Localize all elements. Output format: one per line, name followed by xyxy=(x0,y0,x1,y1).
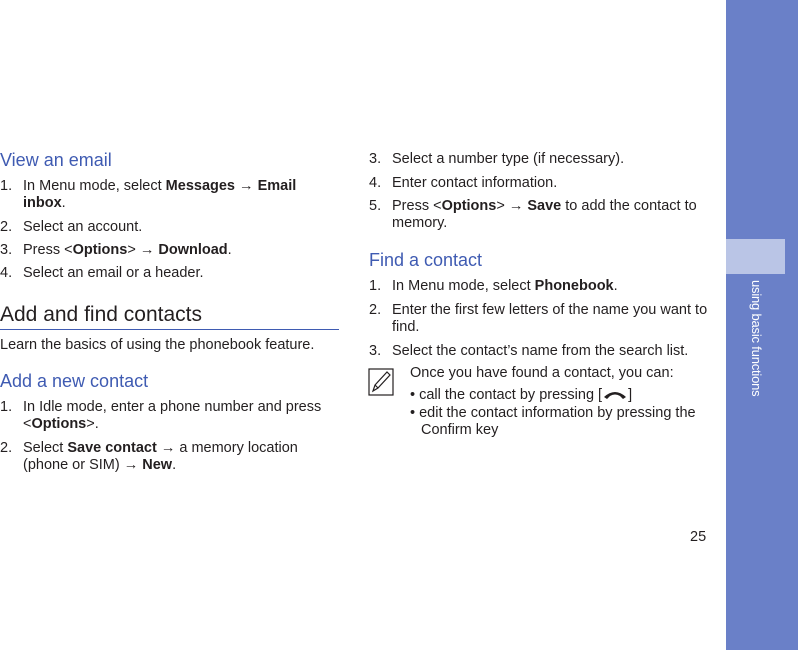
step-number: 4. xyxy=(0,265,13,281)
step-text-cont: inbox. xyxy=(23,195,66,211)
step-number: 5. xyxy=(369,198,382,214)
sidebar-active-tab xyxy=(726,239,785,274)
step-text: In Idle mode, enter a phone number and press xyxy=(23,399,322,415)
call-key-icon xyxy=(602,389,628,401)
step-text: Select a number type (if necessary). xyxy=(392,151,625,167)
page-number: 25 xyxy=(690,529,707,545)
step-number: 3. xyxy=(369,343,382,359)
note-bullet-cont: Confirm key xyxy=(421,422,499,438)
note-bullet: • call the contact by pressing [ ] xyxy=(410,387,633,403)
step-number: 4. xyxy=(369,175,382,191)
step-text: Press <Options> → Download. xyxy=(23,242,232,258)
step-text: Enter the first few letters of the name you want to xyxy=(392,302,708,318)
step-text-cont: find. xyxy=(392,319,420,335)
step-text-cont: memory. xyxy=(392,215,448,231)
note-bullet: • edit the contact information by pressing the xyxy=(410,405,696,421)
step-text: In Menu mode, select Messages → Email xyxy=(23,178,297,194)
step-number: 3. xyxy=(369,151,382,167)
step-text-cont: <Options>. xyxy=(23,416,99,432)
step-number: 1. xyxy=(0,399,13,415)
step-text: Press <Options> → Save to add the contact to xyxy=(392,198,697,214)
note-intro: Once you have found a contact, you can: xyxy=(410,365,674,381)
step-text: In Menu mode, select Phonebook. xyxy=(392,278,618,294)
heading-rule xyxy=(0,329,339,330)
step-number: 1. xyxy=(0,178,13,194)
step-text: Select the contact’s name from the search list. xyxy=(392,343,689,359)
step-number: 2. xyxy=(0,219,13,235)
step-text: Select Save contact → a memory location xyxy=(23,440,298,456)
step-text-cont: (phone or SIM) → New. xyxy=(23,457,177,473)
step-text: Select an account. xyxy=(23,219,143,235)
heading-add-find-contacts: Add and find contacts xyxy=(0,303,202,326)
section-label: using basic functions xyxy=(749,280,764,397)
step-text: Select an email or a header. xyxy=(23,265,204,281)
step-number: 2. xyxy=(369,302,382,318)
step-number: 3. xyxy=(0,242,13,258)
heading-view-email: View an email xyxy=(0,150,112,170)
heading-find-contact: Find a contact xyxy=(369,250,483,270)
heading-add-contact: Add a new contact xyxy=(0,371,149,391)
step-number: 1. xyxy=(369,278,382,294)
step-number: 2. xyxy=(0,440,13,456)
step-text: Enter contact information. xyxy=(392,175,558,191)
sidebar-tab-strip xyxy=(726,0,798,650)
section-intro: Learn the basics of using the phonebook feature. xyxy=(0,337,315,353)
note-pencil-icon xyxy=(368,368,394,396)
